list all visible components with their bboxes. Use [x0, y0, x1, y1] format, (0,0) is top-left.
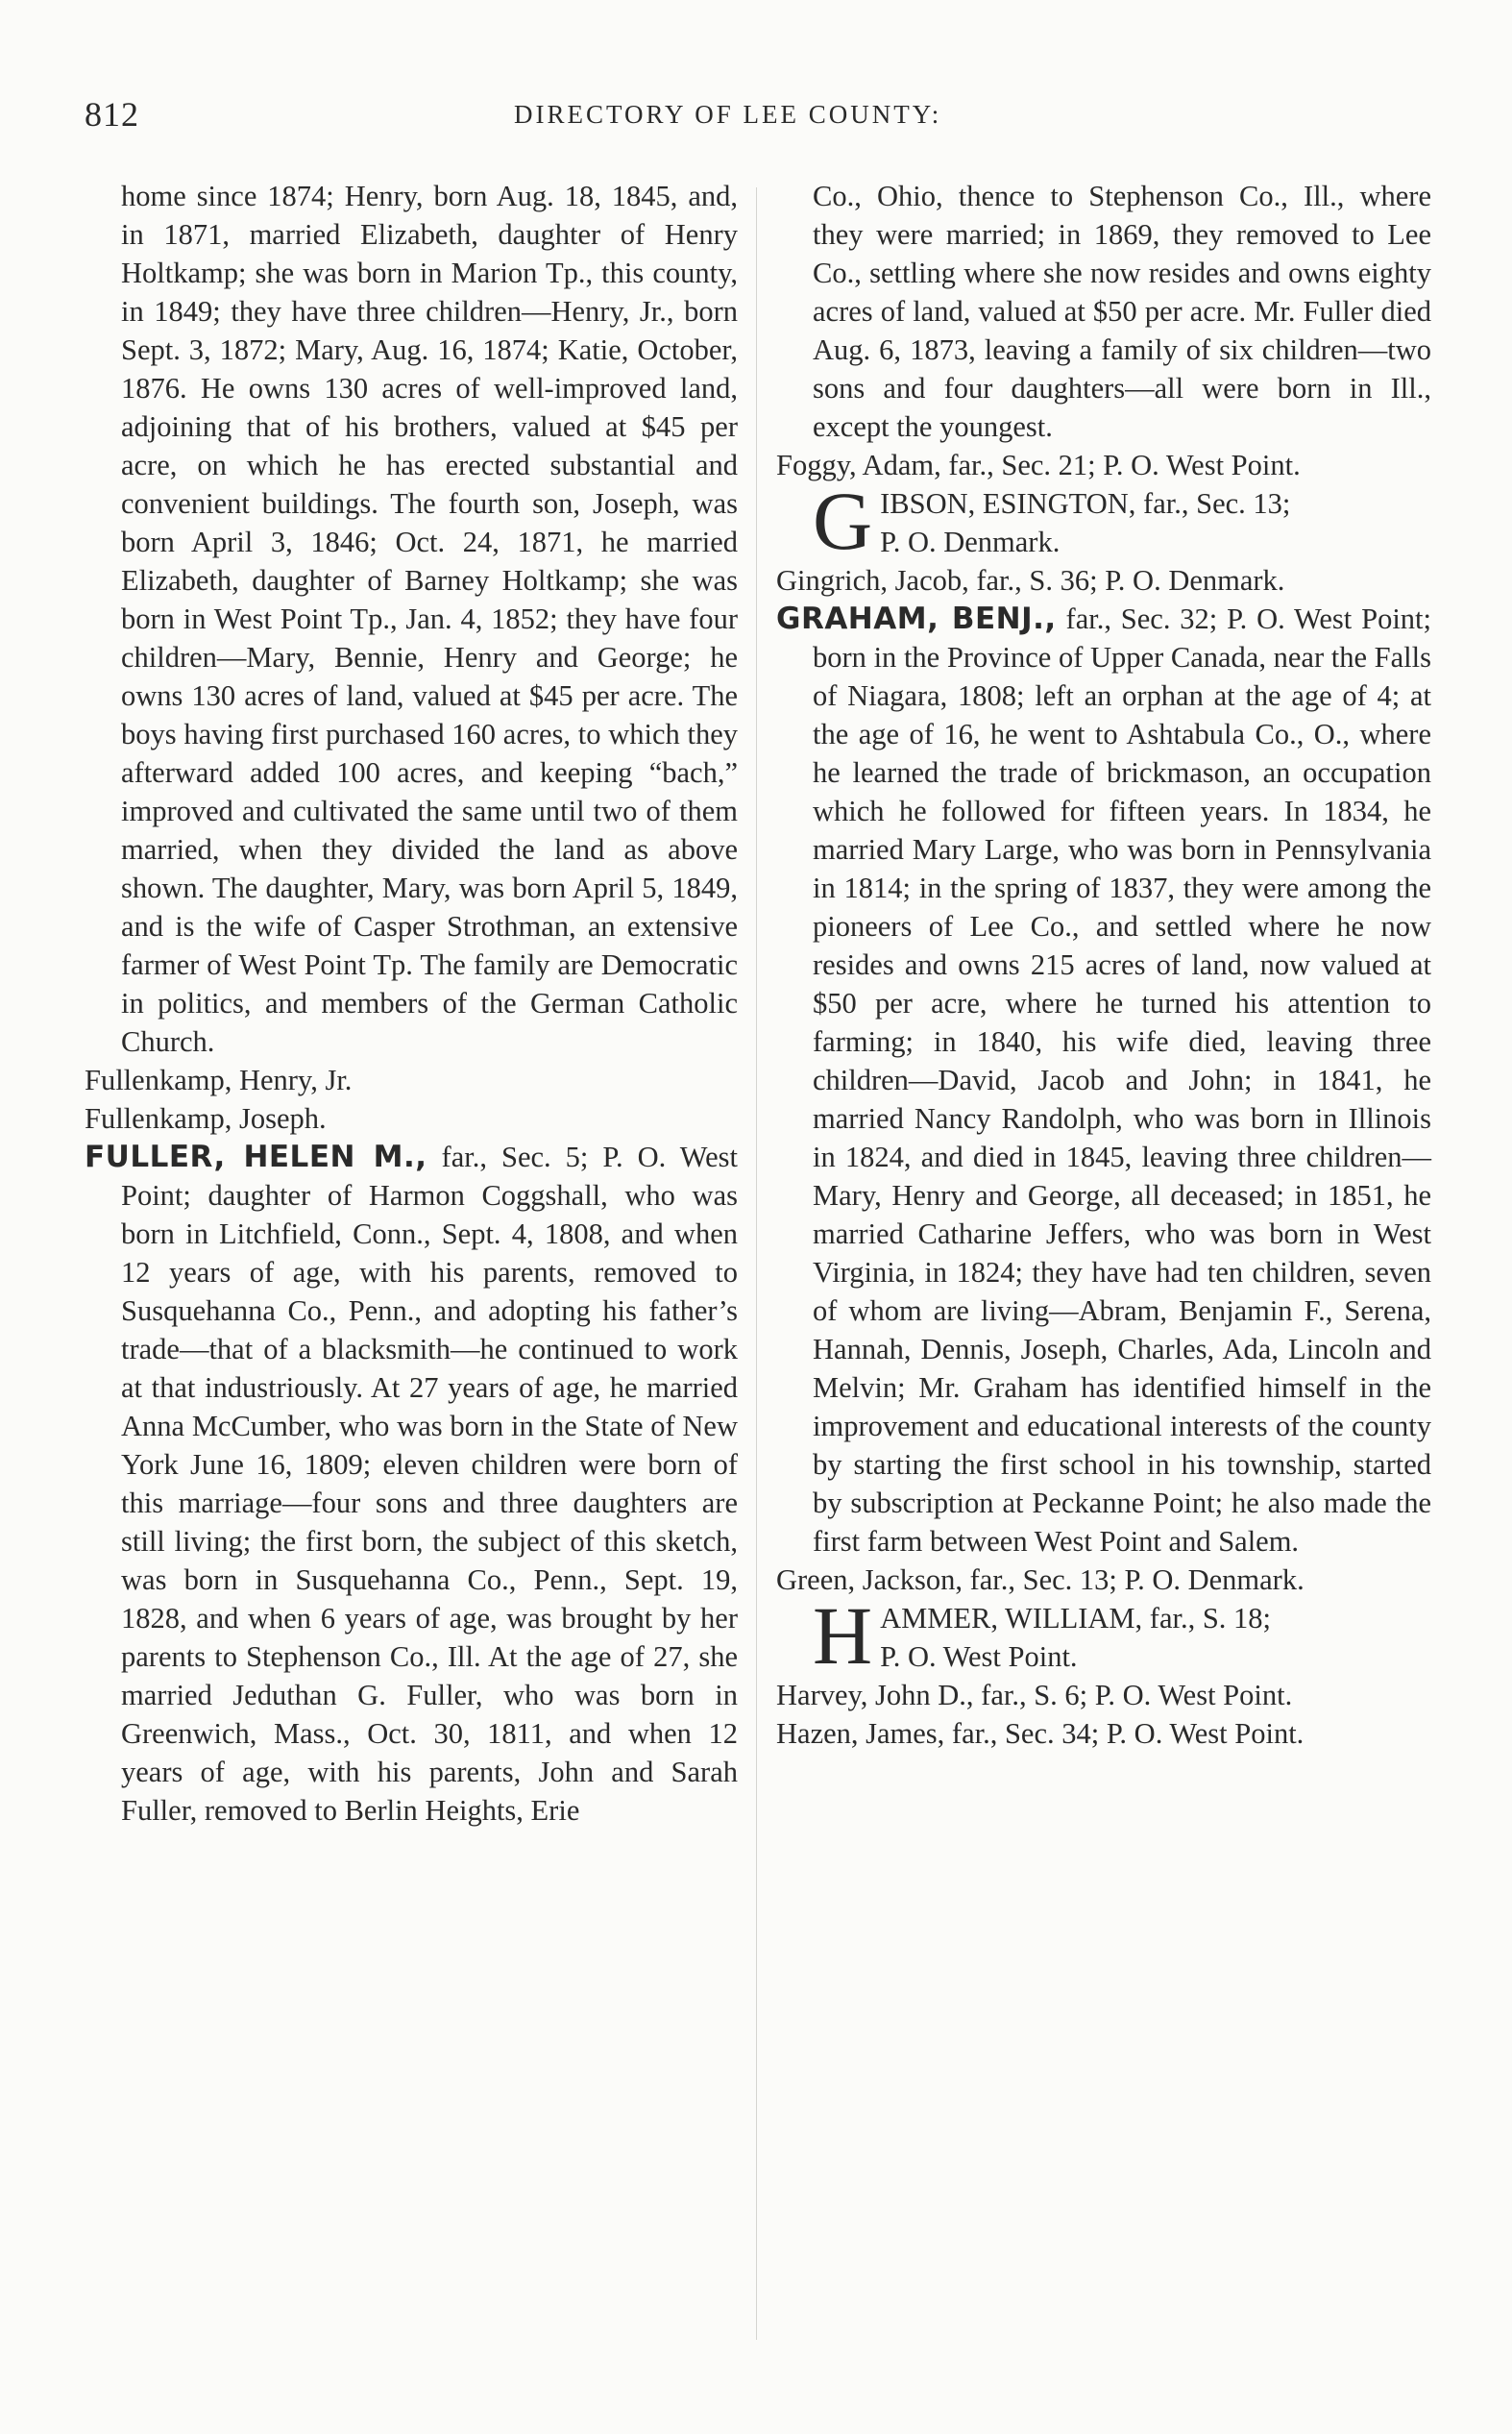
page-number: 812 [85, 95, 139, 134]
section-letter-g: G [813, 475, 873, 567]
header-title: DIRECTORY OF LEE COUNTY: [514, 100, 942, 129]
left-column [85, 177, 738, 1830]
directory-entry: Green, Jackson, far., Sec. 13; P. O. Denmark. [776, 1563, 1305, 1596]
section-h-entry [776, 1589, 1431, 1682]
section-g-entry [776, 475, 1431, 567]
directory-entry: Foggy, Adam, far., Sec. 21; P. O. West Point. [776, 449, 1301, 481]
directory-entry: Harvey, John D., far., S. 6; P. O. West Point. [776, 1679, 1293, 1711]
directory-entry: Fullenkamp, Joseph. [85, 1102, 327, 1135]
right-column [776, 177, 1431, 1753]
entry-text: far., Sec. 5; P. O. West Point; daughter of Harmon Coggshall, who was born in Litchfield, Conn., Sept. 4, 1808, and when 12 years of age, with his parents, removed to Susquehanna Co., Penn., and adopting his father’s trade—that of a blacksmith—he continued to work at that industriously. At 27 years of age, he married Anna McCumber, who was born in the State of New York June 16, 1809; eleven children were born of this marriage—four sons and three daughters are still living; the first born, the subject of this sketch, was born in Susquehanna Co., Penn., Sept. 19, 1828, and when 6 years of age, was brought by her parents to Stephenson Co., Ill. At the age of 27, she married Jeduthan G. Fuller, who was born in Greenwich, Mass., Oct. 30, 1811, and when 12 years of age, with his parents, John and Sarah Fuller, removed to Berlin Heights, Erie [121, 1141, 738, 1827]
entry-name-bold: FULLER, HELEN M., [85, 1140, 427, 1174]
entry-name-bold: GRAHAM, BENJ., [776, 602, 1057, 636]
entry-line: AMMER, WILLIAM, far., S. 18; [880, 1602, 1272, 1635]
directory-entry-featured [776, 600, 1431, 1561]
running-head [85, 94, 1429, 142]
entry-line: P. O. West Point. [880, 1640, 1078, 1673]
entry-text: far., Sec. 32; P. O. West Point; born in the Province of Upper Canada, near the Falls of Niagara, 1808; left an orphan at the age of 4; at the age of 16, he went to Ashtabula Co., O., where he learned the trade of brickmason, an occupation which he followed for fifteen years. In 1834, he married Mary Large, who was born in Pennsylvania in 1814; in the spring of 1837, they were among the pioneers of Lee Co., and settled where he now resides and owns 215 acres of land, now valued at $50 per acre, where he turned his attention to farming; in 1840, his wife died, leaving three children—David, Jacob and John; in 1841, he married Nancy Randolph, who was born in Illinois in 1824, and died in 1845, leaving three children—Mary, Henry and George, all deceased; in 1851, he married Catharine Jeffers, who was born in West Virginia, in 1824; they have had ten children, seven of whom are living—Abram, Benjamin F., Serena, Hannah, Dennis, Joseph, Charles, Ada, Lincoln and Melvin; Mr. Graham has identified himself in the improvement and educational interests of the county by starting the first school in his township, started by subscription at Peckanne Point; he also made the first farm between West Point and Salem. [813, 602, 1431, 1558]
directory-entry: Gingrich, Jacob, far., S. 36; P. O. Denmark. [776, 564, 1285, 597]
directory-entry: Fullenkamp, Henry, Jr. [85, 1064, 353, 1096]
entry-line: IBSON, ESINGTON, far., Sec. 13; [880, 487, 1291, 520]
column-divider [756, 187, 757, 2340]
section-letter-h: H [813, 1589, 873, 1682]
entry-continuation: home since 1874; Henry, born Aug. 18, 1845, and, in 1871, married Elizabeth, daughter of Henry Holtkamp; she was born in Marion Tp., this county, in 1849; they have three children—Henry, Jr., born Sept. 3, 1872; Mary, Aug. 16, 1874; Katie, October, 1876. He owns 130 acres of well-improved land, adjoining that of his brothers, valued at $45 per acre, on which he has erected substantial and convenient buildings. The fourth son, Joseph, was born April 3, 1846; Oct. 24, 1871, he married Elizabeth, daughter of Barney Holtkamp; she was born in West Point Tp., Jan. 4, 1852; they have four children—Mary, Bennie, Henry and George; he owns 130 acres of land, valued at $45 per acre. The boys having first purchased 160 acres, to which they afterward added 100 acres, and keeping “bach,” improved and cultivated the same until two of them married, when they divided the land as above shown. The daughter, Mary, was born April 5, 1849, and is the wife of Casper Strothman, an extensive farmer of West Point Tp. The family are Democratic in politics, and members of the German Catholic Church. [121, 180, 738, 1058]
directory-entry: Hazen, James, far., Sec. 34; P. O. West Point. [776, 1717, 1305, 1750]
entry-line: P. O. Denmark. [880, 526, 1061, 558]
entry-continuation: Co., Ohio, thence to Stephenson Co., Ill., where they were married; in 1869, they removed to Lee Co., settling where she now resides and owns eighty acres of land, valued at $50 per acre. Mr. Fuller died Aug. 6, 1873, leaving a family of six children—two sons and four daughters—all were born in Ill., except the youngest. [813, 180, 1431, 443]
directory-entry-featured [85, 1138, 738, 1830]
